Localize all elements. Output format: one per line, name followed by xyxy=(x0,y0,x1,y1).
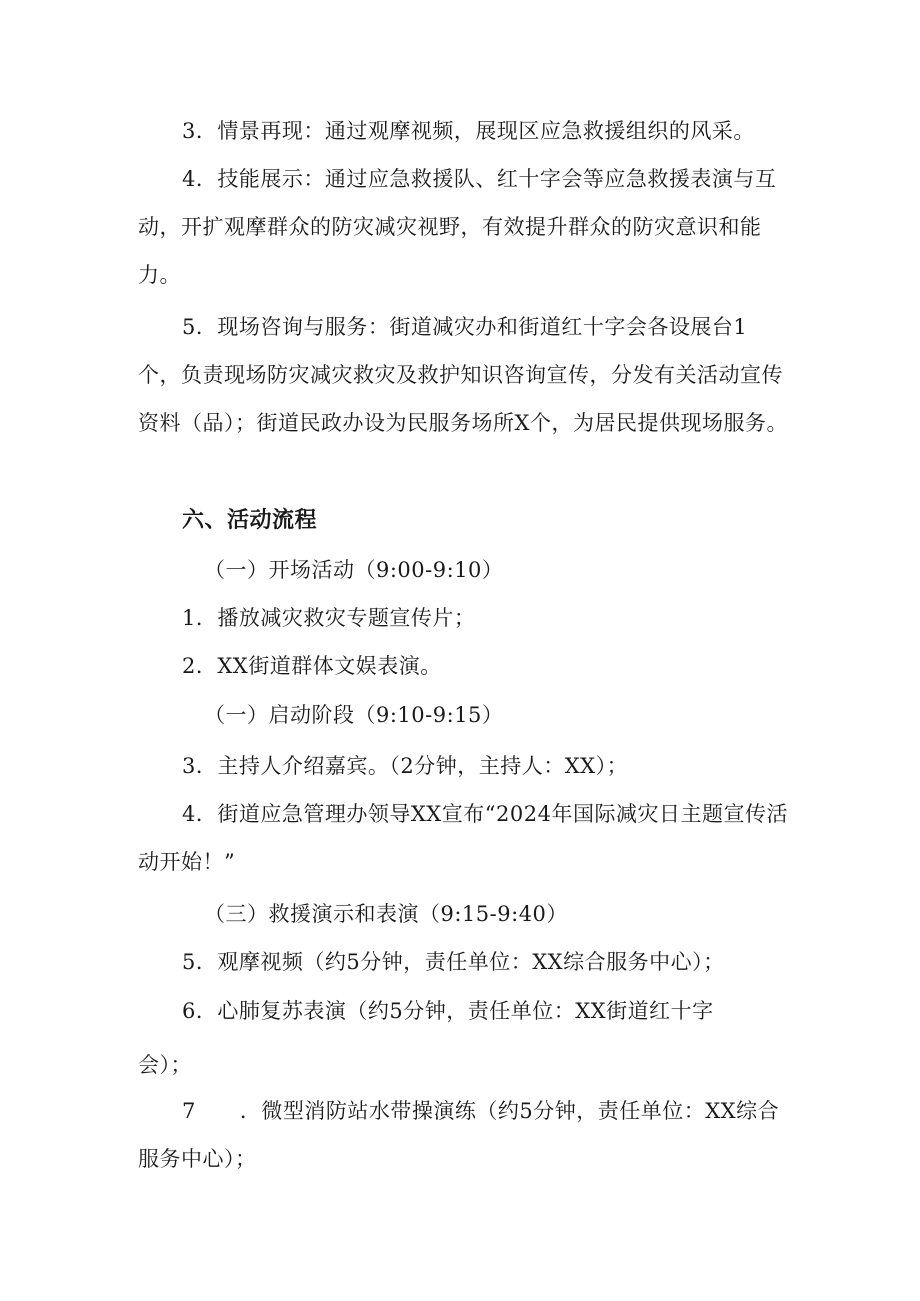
list-item-1: 1．播放减灾救灾专题宣传片； xyxy=(182,606,476,630)
subsection-title-opening: （一）开场活动（9:00-9:10） xyxy=(204,558,504,582)
subsection-title-rescue: （三）救援演示和表演（9:15-9:40） xyxy=(204,902,568,926)
paragraph-item-5: 5．现场咨询与服务：街道减灾办和街道红十字会各设展台1个，负责现场防灾减灾救灾及救护知识咨询宣传，分发有关活动宣传资料（品）；街道民政办设为民服务场所X个，为居民提供现场服务。 xyxy=(138,315,788,435)
list-item-6-line2: 会）； xyxy=(138,1053,192,1077)
list-item-4: 4．街道应急管理办领导XX宣布“2024年国际减灾日主题宣传活动开始！” xyxy=(138,802,788,874)
list-item-6-line1: 6．心肺复苏表演（约5分钟，责任单位：XX街道红十字 xyxy=(182,999,714,1023)
list-item-2: 2．XX街道群体文娱表演。 xyxy=(182,654,442,678)
list-item-5: 5．观摩视频（约5分钟，责任单位：XX综合服务中心）； xyxy=(182,950,725,974)
list-item-3: 3．主持人介绍嘉宾。（2分钟，主持人：XX）； xyxy=(182,754,629,778)
subsection-title-launch: （一）启动阶段（9:10-9:15） xyxy=(204,703,504,727)
list-item-7-number: 7 xyxy=(182,1099,196,1123)
list-item-7 xyxy=(138,1087,790,1183)
list-item-7-text: ．微型消防站水带操演练（约5分钟，责任单位：XX综合服务中心）； xyxy=(138,1099,780,1171)
paragraph-item-4: 4．技能展示：通过应急救援队、红十字会等应急救援表演与互动，开扩观摩群众的防灾减灾视野，有效提升群众的防灾意识和能力。 xyxy=(138,167,777,287)
section-heading: 六、活动流程 xyxy=(182,508,318,533)
paragraph-item-3: 3．情景再现：通过观摩视频，展现区应急救援组织的风采。 xyxy=(182,119,755,143)
